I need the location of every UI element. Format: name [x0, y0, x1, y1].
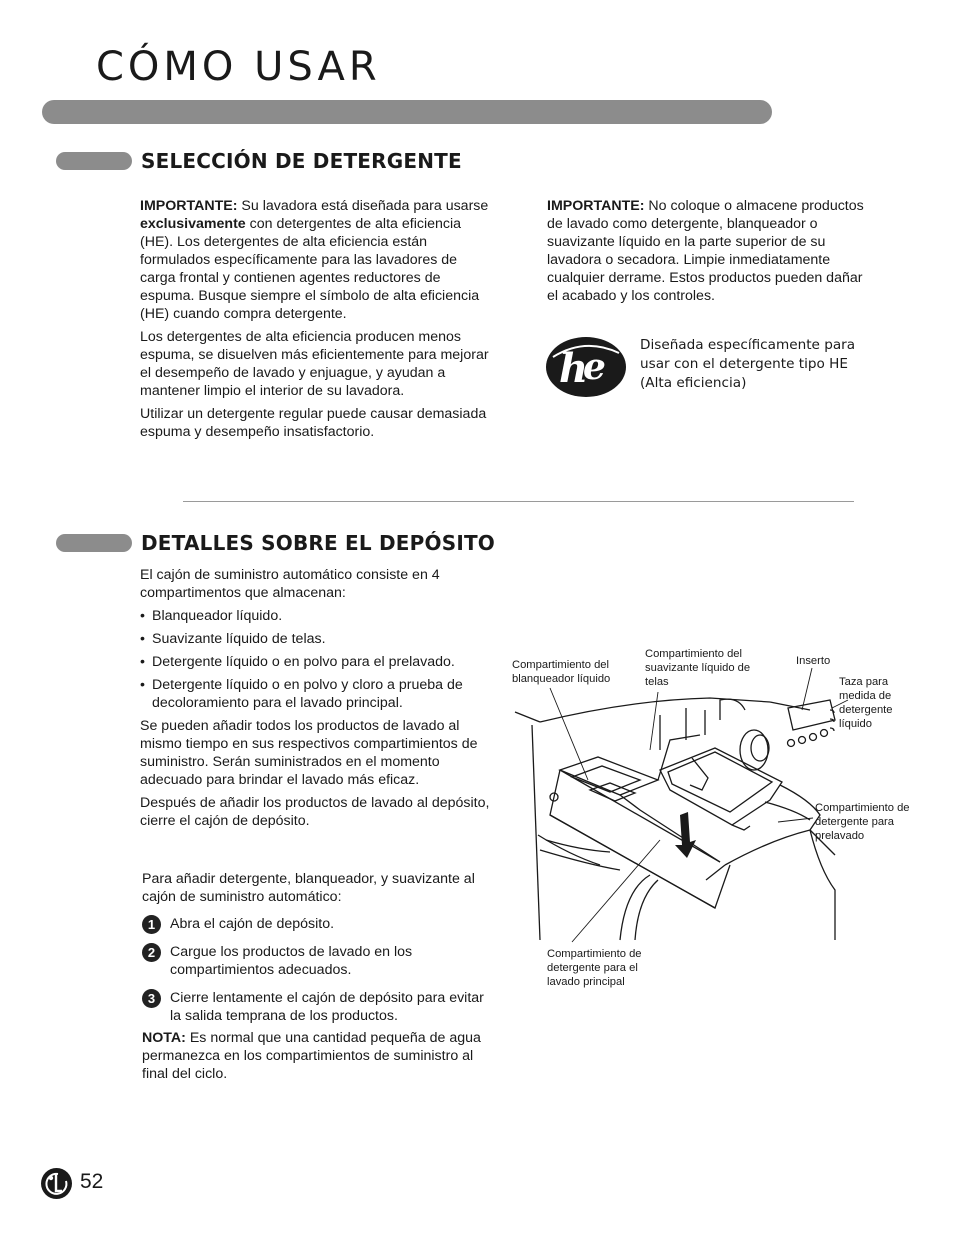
step-text: Cierre lentamente el cajón de depósito para evitar la salida temprana de los productos.	[170, 990, 484, 1024]
note-paragraph	[142, 1029, 498, 1083]
section-divider	[183, 501, 854, 502]
steps-intro: Para añadir detergente, blanqueador, y suavizante al cajón de suministro automático:	[142, 871, 475, 905]
storage-warning-paragraph	[547, 197, 867, 305]
step-number-icon: 2	[142, 943, 161, 962]
section-marker-2	[56, 534, 132, 552]
dispenser-text-column	[140, 566, 495, 835]
step-number-icon: 1	[142, 915, 161, 934]
page-number: 52	[80, 1170, 104, 1193]
step-number-icon: 3	[142, 989, 161, 1008]
steps-column	[142, 870, 498, 1088]
callout-insert: Inserto	[796, 655, 831, 667]
section-marker	[56, 152, 132, 170]
callout-bleach-compartment: Compartimiento del blanqueador líquido	[512, 659, 611, 685]
compartment-list	[140, 607, 495, 712]
step-text: Cargue los productos de lavado en los compartimientos adecuados.	[170, 944, 413, 978]
list-item: • Detergente líquido o en polvo y cloro a prueba de decoloramiento para el lavado principal.	[140, 676, 495, 712]
close-drawer-paragraph: Después de añadir los productos de lavado al depósito, cierre el cajón de depósito.	[140, 795, 490, 829]
step-3	[142, 989, 498, 1025]
exclusive-label: exclusivamente	[140, 216, 246, 232]
dispenser-intro: El cajón de suministro automático consiste en 4 compartimentos que almacenan:	[140, 567, 440, 601]
note-text: Es normal que una cantidad pequeña de agua permanezca en los compartimientos de suministro al final del ciclo.	[142, 1030, 481, 1082]
he-caption-line-2: usar con el detergente tipo HE	[640, 356, 848, 372]
step-1	[142, 915, 498, 933]
list-item: • Blanqueador líquido.	[140, 607, 495, 625]
step-text: Abra el cajón de depósito.	[170, 916, 335, 932]
important-paragraph	[140, 197, 495, 323]
he-logo-icon	[545, 335, 627, 399]
detergent-left-column	[140, 197, 495, 446]
step-2	[142, 943, 498, 979]
storage-warning-text: No coloque o almacene productos de lavado como detergente, blanqueador o suavizante líquido en la parte superior de su lavadora o secadora. Limpie inmediatamente cualquier derrame. Estos productos pueden dañar el acabado y los controles.	[547, 198, 864, 304]
list-item: • Suavizante líquido de telas.	[140, 630, 495, 648]
important-text-2: con detergentes de alta eficiencia (HE). Los detergentes de alta eficiencia están formulados específicamente para las lavadores de carga frontal y contienen agentes reductores de espuma. Busque siempre el símbolo de alta eficiencia (HE) cuando compra detergente.	[140, 216, 480, 322]
important-label-2: IMPORTANTE:	[547, 198, 645, 214]
title-bar	[42, 100, 772, 124]
section-heading-dispenser: DETALLES SOBRE EL DEPÓSITO	[141, 531, 496, 555]
svg-text:h: h	[559, 345, 589, 392]
callout-prewash-compartment: Compartimiento de detergente para prelavado	[815, 802, 910, 842]
dispense-timing-paragraph: Se pueden añadir todos los productos de lavado al mismo tiempo en sus respectivos compartimientos de suministro. Serán suministrados en el momento adecuado para brindar el lavado más eficaz.	[140, 718, 478, 788]
he-caption-line-3: (Alta eficiencia)	[640, 375, 747, 391]
page-title: CÓMO USAR	[96, 44, 381, 90]
important-text-1: Su lavadora está diseñada para usarse	[237, 198, 489, 214]
lg-logo-icon	[40, 1167, 73, 1200]
section-heading-detergent: SELECCIÓN DE DETERGENTE	[141, 149, 462, 173]
callout-softener-compartment: Compartimiento del suavizante líquido de telas	[645, 648, 751, 688]
important-label: IMPORTANTE:	[140, 198, 238, 214]
svg-text:e: e	[583, 346, 606, 388]
list-item: • Detergente líquido o en polvo para el prelavado.	[140, 653, 495, 671]
note-label: NOTA:	[142, 1030, 186, 1046]
he-caption-line-1: Diseñada específicamente para	[640, 337, 856, 353]
regular-detergent-paragraph: Utilizar un detergente regular puede causar demasiada espuma y desempeño insatisfactorio.	[140, 406, 487, 440]
callout-measuring-cup: Taza para medida de detergente líquido	[839, 676, 893, 730]
callout-main-wash-compartment: Compartimiento de detergente para el lavado principal	[547, 948, 642, 988]
detergent-right-column	[547, 197, 867, 310]
he-benefits-paragraph: Los detergentes de alta eficiencia producen menos espuma, se disuelven más eficientemente para mejorar el desempeño de lavado y enjuague, y ayudan a mantener limpio el interior de su lavadora.	[140, 329, 489, 399]
he-caption	[640, 336, 900, 393]
